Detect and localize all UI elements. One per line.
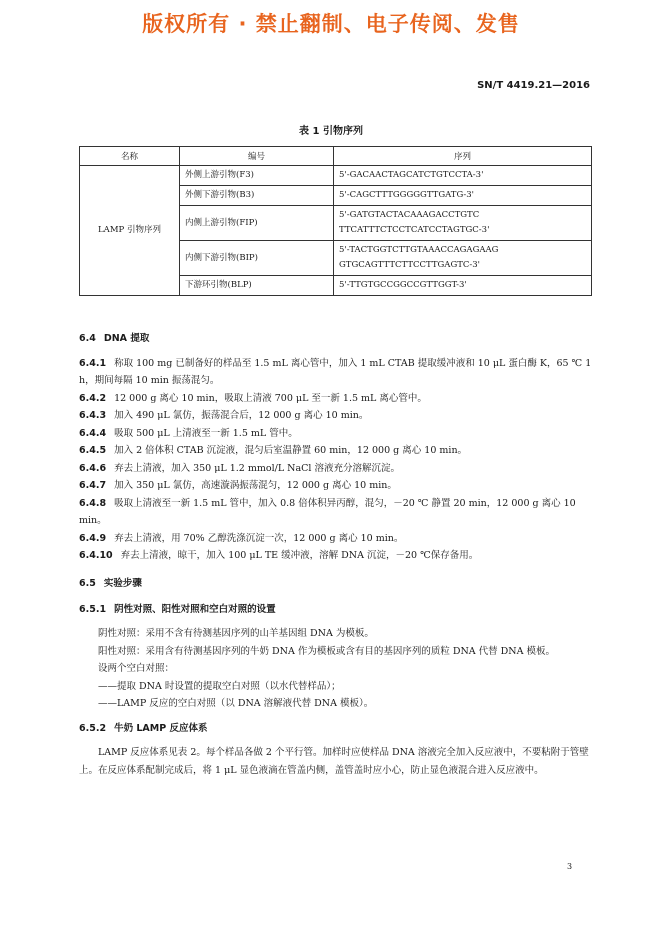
step-number: 6.4.7 (79, 480, 107, 491)
step-text: 加入 490 μL 氯仿，振荡混合后，12 000 g 离心 10 min。 (114, 410, 369, 421)
standard-code: SN/T 4419.21—2016 (477, 80, 590, 91)
subsection-number: 6.5.1 (79, 603, 107, 615)
step-item (79, 530, 592, 548)
table-row (80, 166, 592, 186)
step-item (79, 425, 592, 443)
list-item: ——LAMP 反应的空白对照（以 DNA 溶解液代替 DNA 模板）。 (98, 698, 374, 709)
section-number: 6.5 (79, 578, 96, 589)
primer-sequence: 5'-CAGCTTTGGGGGTTGATG-3' (334, 186, 592, 206)
section-title: 实验步骤 (103, 578, 142, 589)
step-item (79, 355, 592, 390)
header-name: 名称 (80, 147, 180, 166)
step-text: 称取 100 mg 已制备好的样品至 1.5 mL 离心管中，加入 1 mL CTAB 提取缓冲液和 10 μL 蛋白酶 K，65 ℃ 1 h，期间每隔 10 min 振荡混匀。 (79, 357, 592, 386)
section-number: 6.4 (79, 333, 96, 344)
table-header-row (80, 147, 592, 166)
section-heading (79, 575, 592, 593)
step-text: 12 000 g 离心 10 min，吸取上清液 700 μL 至一新 1.5 mL 离心管中。 (114, 392, 427, 404)
step-item (79, 547, 592, 565)
primer-id: 外侧下游引物(B3) (180, 186, 334, 206)
step-number: 6.4.9 (79, 532, 107, 544)
header-id: 编号 (180, 147, 334, 166)
sequence-line-2: TTCATTTCTCCTCATCCTAGTGC-3' (339, 225, 490, 235)
page-number: 3 (567, 862, 573, 871)
step-text: 吸取上清液至一新 1.5 mL 管中，加入 0.8 倍体积异丙醇，混匀，－20 ℃ 静置 20 min，12 000 g 离心 10 min。 (79, 497, 576, 526)
subsection-title: 牛奶 LAMP 反应体系 (114, 722, 208, 734)
paragraph: LAMP 反应体系见表 2。每个样品各做 2 个平行管。加样时应使样品 DNA 溶液完全加入反应液中，不要粘附于管壁上。在反应体系配制完成后，将 1 μL 显色液滴在管盖内侧，盖管盖时应小心，防止显色液混合进入反应液中。 (79, 747, 589, 776)
step-text: 加入 350 μL 氯仿，高速漩涡振荡混匀，12 000 g 离心 10 min。 (114, 480, 397, 491)
subsection-number: 6.5.2 (79, 722, 107, 734)
step-item (79, 495, 592, 530)
step-text: 弃去上清液，加入 350 μL 1.2 mmol/L NaCl 溶液充分溶解沉淀。 (114, 462, 400, 474)
paragraph: 阴性对照：采用不含有待测基因序列的山羊基因组 DNA 为模板。 (98, 628, 374, 639)
primer-sequence: 5'-TTGTGCCGGCCGTTGGT-3' (334, 276, 592, 296)
subsection-heading (79, 720, 592, 738)
list-item: ——提取 DNA 时设置的提取空白对照（以水代替样品）； (98, 680, 341, 692)
table-caption: 表 1 引物序列 (299, 126, 363, 137)
step-number: 6.4.6 (79, 462, 107, 474)
primer-id: 外侧上游引物(F3) (180, 166, 334, 186)
sequence-line-1: 5'-TACTGGTCTTGTAAACCAGAGAAG (339, 245, 499, 255)
section-heading (79, 330, 592, 348)
step-item (79, 407, 592, 425)
step-number: 6.4.1 (79, 357, 107, 369)
primer-table (79, 146, 592, 296)
primer-id: 内侧下游引物(BIP) (180, 241, 334, 276)
step-number: 6.4.4 (79, 427, 107, 439)
primer-sequence (334, 241, 592, 276)
sequence-line-2: GTGCAGTTTCTTCCTTGAGTC-3' (339, 260, 481, 270)
step-number: 6.4.8 (79, 497, 107, 509)
step-text: 加入 2 倍体积 CTAB 沉淀液，混匀后室温静置 60 min，12 000 g 离心 10 min。 (114, 445, 468, 456)
section-6-5 (79, 575, 592, 779)
sequence-line-1: 5'-GATGTACTACAAAGACCTGTC (339, 210, 480, 220)
group-name-cell: LAMP 引物序列 (80, 166, 180, 296)
step-text: 吸取 500 μL 上清液至一新 1.5 mL 管中。 (114, 427, 298, 439)
step-number: 6.4.10 (79, 550, 113, 561)
section-6-4 (79, 330, 592, 565)
watermark: 版权所有 · 禁止翻制、电子传阅、发售 (142, 12, 520, 36)
step-number: 6.4.3 (79, 410, 107, 421)
paragraph: 阳性对照：采用含有待测基因序列的牛奶 DNA 作为模板或含有目的基因序列的质粒 DNA 代替 DNA 模板。 (98, 645, 555, 657)
header-sequence: 序列 (334, 147, 592, 166)
step-number: 6.4.2 (79, 392, 107, 404)
step-item (79, 460, 592, 478)
step-text: 弃去上清液，晾干，加入 100 μL TE 缓冲液，溶解 DNA 沉淀，－20 ℃保存备用。 (120, 550, 479, 561)
step-item (79, 390, 592, 408)
subsection-heading (79, 601, 592, 619)
paragraph: 设两个空白对照： (98, 663, 175, 674)
step-item (79, 442, 592, 460)
primer-id: 下游环引物(BLP) (180, 276, 334, 296)
primer-id: 内侧上游引物(FIP) (180, 206, 334, 241)
subsection-title: 阴性对照、阳性对照和空白对照的设置 (114, 603, 276, 615)
step-number: 6.4.5 (79, 445, 107, 456)
step-item (79, 477, 592, 495)
section-title: DNA 提取 (103, 333, 150, 344)
primer-sequence: 5'-GACAACTAGCATCTGTCCTA-3' (334, 166, 592, 186)
primer-sequence (334, 206, 592, 241)
step-text: 弃去上清液，用 70% 乙醇洗涤沉淀一次，12 000 g 离心 10 min。 (114, 532, 404, 544)
